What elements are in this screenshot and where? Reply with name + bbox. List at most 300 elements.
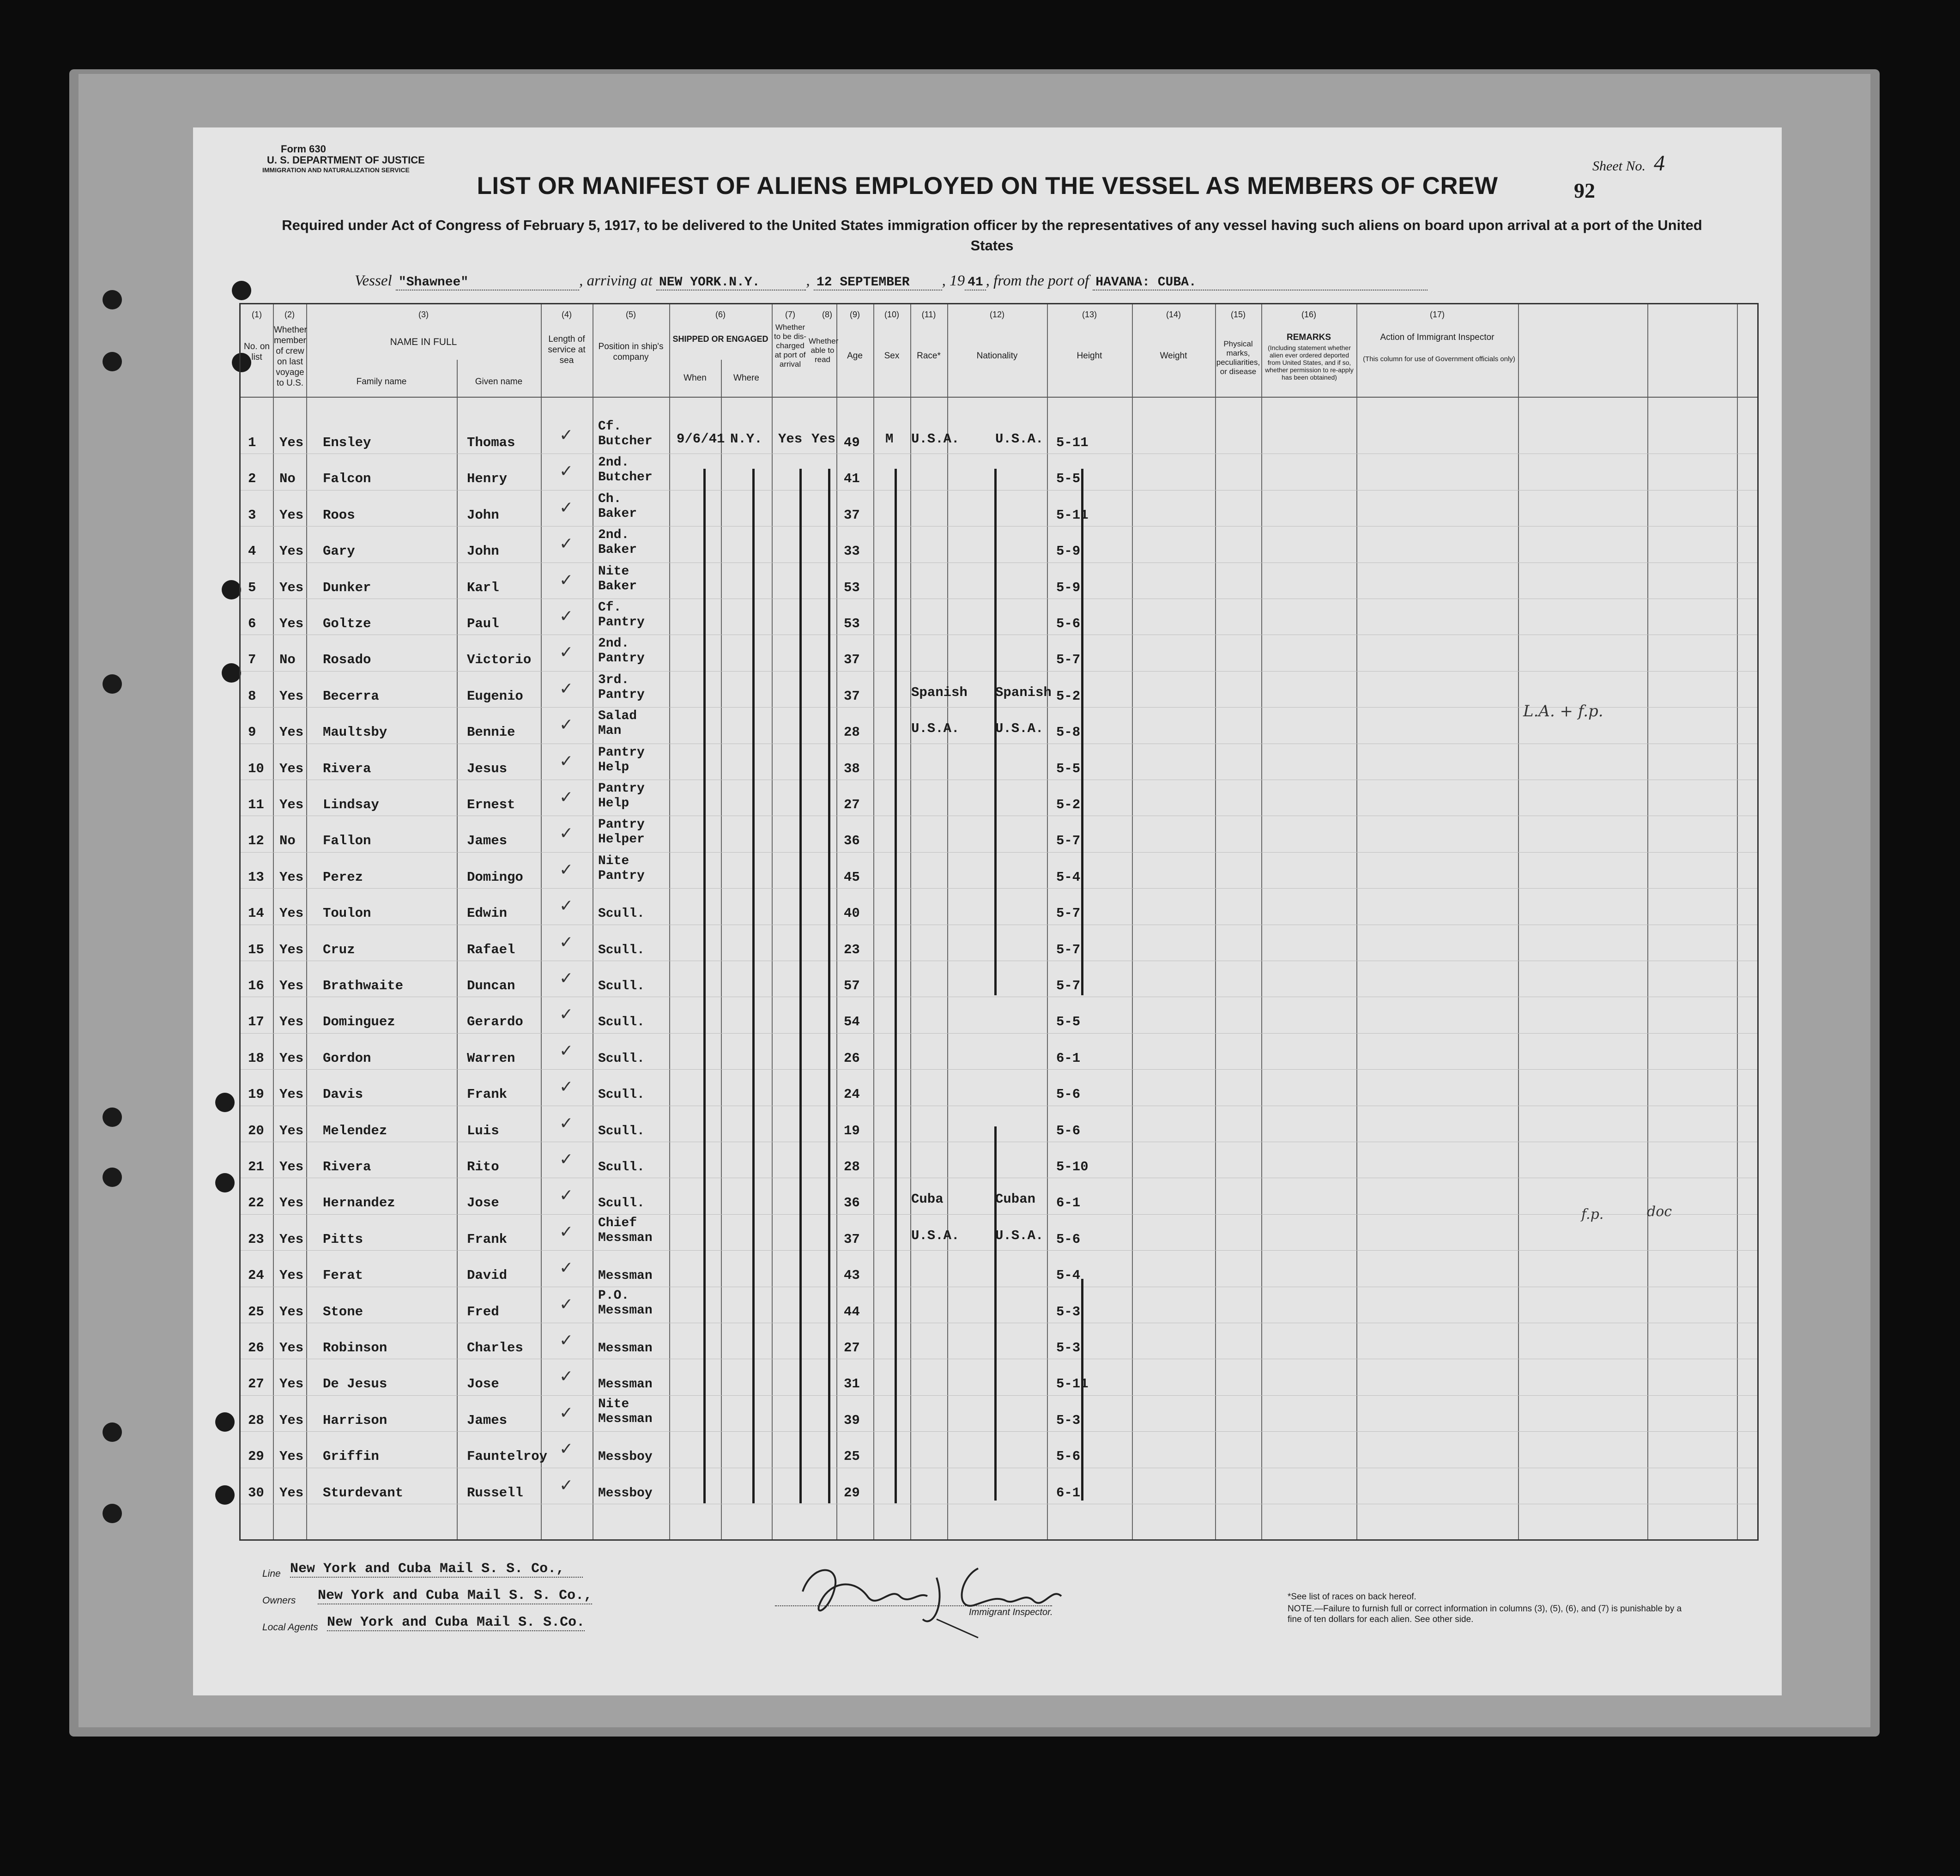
binder-hole — [103, 1422, 122, 1442]
height-cell: 5-6 — [1056, 616, 1081, 631]
list-number: 30 — [248, 1485, 264, 1501]
page-number: 92 — [1574, 179, 1595, 202]
height-cell: 5-5 — [1056, 471, 1081, 487]
position-cell: Scull. — [598, 943, 645, 957]
given-name-cell: Fauntelroy — [467, 1449, 548, 1464]
remark-row-8: L.A. + f.p. — [1523, 702, 1603, 720]
age-cell: 36 — [844, 833, 860, 849]
table-row — [241, 961, 1757, 997]
given-name-cell: Jose — [467, 1195, 499, 1211]
last-voyage-cell: Yes — [279, 725, 304, 740]
family-name-cell: Davis — [323, 1087, 363, 1102]
family-name-cell: Fallon — [323, 833, 371, 849]
list-number: 19 — [248, 1087, 264, 1102]
shipped-where-cell: N.Y. — [730, 431, 762, 447]
age-cell: 25 — [844, 1449, 860, 1464]
colnum-14: (14) — [1166, 310, 1181, 319]
able-to-read-cell: Yes — [811, 431, 836, 447]
shipped-when-cell: 9/6/41 — [677, 431, 725, 447]
given-name-cell: Rafael — [467, 942, 515, 957]
age-cell: 39 — [844, 1412, 860, 1428]
service-checkmark: ✓ — [559, 1005, 574, 1024]
hdr-action-sub: (This column for use of Government officials only) — [1363, 355, 1515, 363]
height-cell: 5-10 — [1056, 1159, 1089, 1174]
race-cell: Cuba — [911, 1192, 944, 1207]
hdr-when: When — [684, 373, 707, 383]
position-cell: Pantry Help — [598, 781, 645, 811]
table-row — [241, 454, 1757, 490]
last-voyage-cell: Yes — [279, 544, 304, 559]
family-name-cell: Rivera — [323, 761, 371, 776]
age-cell: 37 — [844, 688, 860, 704]
race-cell: U.S.A. — [911, 1228, 960, 1243]
family-name-cell: Lindsay — [323, 797, 379, 812]
position-cell: Scull. — [598, 1196, 645, 1211]
age-cell: 37 — [844, 507, 860, 523]
position-cell: 3rd. Pantry — [598, 672, 645, 702]
last-voyage-cell: Yes — [279, 1159, 304, 1174]
height-cell: 5-7 — [1056, 833, 1081, 849]
list-number: 4 — [248, 544, 256, 559]
age-cell: 28 — [844, 1159, 860, 1174]
hdr-race: Race* — [917, 351, 941, 361]
list-number: 14 — [248, 906, 264, 921]
list-number: 20 — [248, 1123, 264, 1138]
height-cell: 5-9 — [1056, 544, 1081, 559]
position-cell: Pantry Helper — [598, 817, 645, 847]
service-checkmark: ✓ — [559, 1367, 574, 1386]
height-cell: 5-6 — [1056, 1231, 1081, 1247]
ditto-mark — [703, 469, 706, 1503]
table-row — [241, 888, 1757, 924]
service-checkmark: ✓ — [559, 1041, 574, 1060]
position-cell: Messboy — [598, 1450, 653, 1464]
age-cell: 38 — [844, 761, 860, 776]
age-cell: 57 — [844, 978, 860, 993]
form-number: Form 630 — [281, 143, 326, 155]
hdr-height: Height — [1077, 351, 1102, 361]
height-cell: 5-4 — [1056, 869, 1081, 885]
colnum-8: (8) — [822, 310, 832, 319]
nationality-cell: U.S.A. — [995, 431, 1044, 447]
age-cell: 31 — [844, 1376, 860, 1392]
table-row — [241, 1178, 1757, 1214]
hdr-last-voyage: Whether member of crew on last voyage to U.S. — [274, 325, 307, 388]
binder-hole — [103, 290, 122, 309]
age-cell: 26 — [844, 1050, 860, 1066]
height-cell: 5-7 — [1056, 906, 1081, 921]
last-voyage-cell: Yes — [279, 1050, 304, 1066]
given-name-cell: Frank — [467, 1087, 508, 1102]
given-name-cell: James — [467, 1412, 508, 1428]
hdr-where: Where — [733, 373, 759, 383]
service: IMMIGRATION AND NATURALIZATION SERVICE — [262, 166, 410, 174]
age-cell: 49 — [844, 435, 860, 450]
statutory-subtitle: Required under Act of Congress of February 5, 1917, to be delivered to the United States immigration officer by the representatives of any vessel having such aliens on board upon arrival at a port of the United States — [282, 217, 1702, 254]
table-row — [241, 1214, 1757, 1250]
height-cell: 5-6 — [1056, 1123, 1081, 1138]
age-cell: 37 — [844, 652, 860, 668]
last-voyage-cell: Yes — [279, 761, 304, 776]
table-row — [241, 563, 1757, 599]
last-voyage-cell: Yes — [279, 1268, 304, 1283]
given-name-cell: Victorio — [467, 652, 532, 668]
table-row — [241, 1033, 1757, 1069]
hdr-remarks: REMARKS — [1286, 333, 1331, 342]
last-voyage-cell: Yes — [279, 580, 304, 595]
last-voyage-cell: Yes — [279, 1376, 304, 1392]
last-voyage-cell: Yes — [279, 1412, 304, 1428]
arriving-label: arriving at — [587, 272, 653, 289]
given-name-cell: Luis — [467, 1123, 499, 1138]
family-name-cell: Goltze — [323, 616, 371, 631]
height-cell: 5-7 — [1056, 652, 1081, 668]
table-row — [241, 1359, 1757, 1395]
given-name-cell: Henry — [467, 471, 508, 487]
hdr-physical-marks: Physical marks, peculiarities, or disease — [1216, 339, 1260, 376]
hdr-no-on-list: No. on list — [244, 342, 270, 362]
position-cell: Salad Man — [598, 709, 637, 738]
departure-port: HAVANA: CUBA. — [1093, 275, 1427, 290]
family-name-cell: Sturdevant — [323, 1485, 404, 1501]
hdr-sex: Sex — [884, 351, 900, 361]
colnum-3: (3) — [418, 310, 429, 319]
given-name-cell: Ernest — [467, 797, 515, 812]
family-name-cell: Pitts — [323, 1231, 363, 1247]
table-row — [241, 780, 1757, 816]
given-name-cell: Bennie — [467, 725, 515, 740]
family-name-cell: Brathwaite — [323, 978, 404, 993]
height-cell: 5-5 — [1056, 1014, 1081, 1030]
height-cell: 5-6 — [1056, 1449, 1081, 1464]
family-name-cell: Becerra — [323, 688, 379, 704]
position-cell: 2nd. Butcher — [598, 455, 653, 485]
given-name-cell: Karl — [467, 580, 499, 595]
table-row — [241, 1250, 1757, 1286]
colnum-4: (4) — [562, 310, 572, 319]
remark-row-22-b: doc — [1647, 1204, 1672, 1220]
last-voyage-cell: Yes — [279, 1123, 304, 1138]
service-checkmark: ✓ — [559, 1440, 574, 1459]
age-cell: 23 — [844, 942, 860, 957]
manifest-title: LIST OR MANIFEST OF ALIENS EMPLOYED ON THE VESSEL AS MEMBERS OF CREW — [477, 172, 1498, 200]
height-cell: 5-8 — [1056, 725, 1081, 740]
ditto-mark — [1081, 469, 1083, 995]
height-cell: 5-9 — [1056, 580, 1081, 595]
arrival-year: 41 — [965, 275, 986, 290]
given-name-cell: Jose — [467, 1376, 499, 1392]
table-row — [241, 1323, 1757, 1359]
table-row — [241, 418, 1757, 454]
service-checkmark: ✓ — [559, 570, 574, 590]
age-cell: 41 — [844, 471, 860, 487]
last-voyage-cell: Yes — [279, 1485, 304, 1501]
colnum-11: (11) — [921, 310, 936, 319]
list-number: 10 — [248, 761, 264, 776]
list-number: 13 — [248, 869, 264, 885]
last-voyage-cell: No — [279, 652, 296, 668]
position-cell: 2nd. Baker — [598, 528, 637, 557]
table-row — [241, 997, 1757, 1033]
discharged-cell: Yes — [778, 431, 803, 447]
table-row — [241, 1431, 1757, 1467]
position-cell: Ch. Baker — [598, 491, 637, 521]
ditto-mark — [828, 469, 830, 1503]
position-cell: Scull. — [598, 979, 645, 993]
family-name-cell: Gary — [323, 544, 355, 559]
given-name-cell: Fred — [467, 1304, 499, 1319]
sheet-number — [1592, 151, 1665, 176]
inspector-signature — [784, 1550, 1107, 1642]
sheet-label: Sheet No. — [1592, 158, 1645, 174]
sex-cell: M — [885, 431, 894, 447]
family-name-cell: Hernandez — [323, 1195, 395, 1211]
given-name-cell: Rito — [467, 1159, 499, 1174]
hdr-position: Position in ship's company — [598, 342, 664, 362]
family-name-cell: Gordon — [323, 1050, 371, 1066]
service-checkmark: ✓ — [559, 788, 574, 807]
height-cell: 5-3 — [1056, 1412, 1081, 1428]
ditto-mark — [752, 469, 755, 1503]
table-row — [241, 526, 1757, 562]
given-name-cell: John — [467, 507, 499, 523]
service-checkmark: ✓ — [559, 1331, 574, 1350]
hdr-nationality: Nationality — [976, 351, 1018, 361]
hdr-family-name: Family name — [356, 377, 407, 387]
list-number: 23 — [248, 1231, 264, 1247]
position-cell: Messboy — [598, 1486, 653, 1501]
nationality-cell: U.S.A. — [995, 721, 1044, 737]
family-name-cell: Roos — [323, 507, 355, 523]
height-cell: 5-11 — [1056, 507, 1089, 523]
table-row — [241, 1287, 1757, 1323]
crew-table — [239, 303, 1759, 1541]
family-name-cell: De Jesus — [323, 1376, 387, 1392]
service-checkmark: ✓ — [559, 1077, 574, 1097]
penalty-note: NOTE.—Failure to furnish full or correct information in columns (3), (5), (6), and (7) is punishable by a fine of ten dollars for each alien. See other side. — [1288, 1604, 1682, 1624]
colnum-17: (17) — [1429, 310, 1445, 319]
form-punch-hole — [222, 580, 241, 599]
given-name-cell: Warren — [467, 1050, 515, 1066]
last-voyage-cell: Yes — [279, 435, 304, 450]
list-number: 29 — [248, 1449, 264, 1464]
colnum-13: (13) — [1082, 310, 1097, 319]
height-cell: 5-11 — [1056, 1376, 1089, 1392]
arrival-date: 12 SEPTEMBER — [814, 275, 942, 290]
race-cell: U.S.A. — [911, 431, 960, 447]
list-number: 24 — [248, 1268, 264, 1283]
last-voyage-cell: Yes — [279, 1014, 304, 1030]
owners-label: Owners — [262, 1595, 296, 1606]
service-checkmark: ✓ — [559, 1476, 574, 1495]
given-name-cell: Gerardo — [467, 1014, 523, 1030]
list-number: 16 — [248, 978, 264, 993]
service-checkmark: ✓ — [559, 896, 574, 916]
last-voyage-cell: Yes — [279, 869, 304, 885]
given-name-cell: Charles — [467, 1340, 523, 1356]
age-cell: 53 — [844, 580, 860, 595]
position-cell: Messman — [598, 1269, 653, 1283]
last-voyage-cell: Yes — [279, 507, 304, 523]
form-punch-hole — [222, 663, 241, 683]
age-cell: 37 — [844, 1231, 860, 1247]
list-number: 26 — [248, 1340, 264, 1356]
age-cell: 27 — [844, 1340, 860, 1356]
colnum-2: (2) — [284, 310, 295, 319]
family-name-cell: Robinson — [323, 1340, 387, 1356]
hdr-remarks-sub: (Including statement whether alien ever ordered deported from United States, and if so, whether permission to re-apply has been obtained) — [1265, 344, 1354, 381]
service-checkmark: ✓ — [559, 1150, 574, 1169]
height-cell: 6-1 — [1056, 1195, 1081, 1211]
last-voyage-cell: Yes — [279, 616, 304, 631]
hdr-able-to-read: Whether able to read — [809, 337, 839, 364]
service-checkmark: ✓ — [559, 426, 574, 445]
form-punch-hole — [215, 1412, 235, 1432]
table-row — [241, 1069, 1757, 1105]
hdr-length-service: Length of service at sea — [548, 334, 586, 365]
last-voyage-cell: Yes — [279, 1449, 304, 1464]
position-cell: Scull. — [598, 907, 645, 921]
service-checkmark: ✓ — [559, 1186, 574, 1205]
age-cell: 54 — [844, 1014, 860, 1030]
form-punch-hole — [215, 1173, 235, 1192]
given-name-cell: Russell — [467, 1485, 523, 1501]
position-cell: Cf. Butcher — [598, 419, 653, 448]
last-voyage-cell: Yes — [279, 942, 304, 957]
colnum-6: (6) — [715, 310, 726, 319]
list-number: 17 — [248, 1014, 264, 1030]
ditto-mark — [895, 469, 897, 1503]
list-number: 2 — [248, 471, 256, 487]
races-note: *See list of races on back hereof. — [1288, 1592, 1416, 1602]
colnum-10: (10) — [884, 310, 899, 319]
last-voyage-cell: Yes — [279, 1340, 304, 1356]
table-row — [241, 816, 1757, 852]
agents-value: New York and Cuba Mail S. S.Co. — [327, 1615, 585, 1630]
table-row — [241, 635, 1757, 671]
last-voyage-cell: Yes — [279, 1195, 304, 1211]
service-checkmark: ✓ — [559, 679, 574, 698]
last-voyage-cell: Yes — [279, 978, 304, 993]
given-name-cell: Jesus — [467, 761, 508, 776]
table-row — [241, 852, 1757, 888]
list-number: 12 — [248, 833, 264, 849]
given-name-cell: Eugenio — [467, 688, 523, 704]
family-name-cell: Rosado — [323, 652, 371, 668]
height-cell: 5-2 — [1056, 797, 1081, 812]
position-cell: Cf. Pantry — [598, 600, 645, 629]
service-checkmark: ✓ — [559, 751, 574, 771]
age-cell: 33 — [844, 544, 860, 559]
family-name-cell: Perez — [323, 869, 363, 885]
ditto-mark — [994, 1279, 997, 1501]
hdr-given-name: Given name — [475, 377, 523, 387]
list-number: 11 — [248, 797, 264, 812]
family-name-cell: Griffin — [323, 1449, 379, 1464]
given-name-cell: Domingo — [467, 869, 523, 885]
last-voyage-cell: Yes — [279, 1231, 304, 1247]
height-cell: 5-3 — [1056, 1304, 1081, 1319]
position-cell: Messman — [598, 1377, 653, 1392]
age-cell: 27 — [844, 797, 860, 812]
line-value: New York and Cuba Mail S. S. Co., — [290, 1561, 583, 1578]
last-voyage-cell: No — [279, 471, 296, 487]
family-name-cell: Falcon — [323, 471, 371, 487]
family-name-cell: Ensley — [323, 435, 371, 450]
colnum-16: (16) — [1301, 310, 1316, 319]
service-checkmark: ✓ — [559, 1403, 574, 1422]
from-label: from the port of — [993, 272, 1089, 289]
form-punch-hole — [215, 1093, 235, 1112]
age-cell: 36 — [844, 1195, 860, 1211]
table-row — [241, 490, 1757, 526]
colnum-5: (5) — [626, 310, 636, 319]
list-number: 6 — [248, 616, 256, 631]
given-name-cell: James — [467, 833, 508, 849]
age-cell: 43 — [844, 1268, 860, 1283]
family-name-cell: Melendez — [323, 1123, 387, 1138]
table-row — [241, 1395, 1757, 1431]
service-checkmark: ✓ — [559, 643, 574, 662]
position-cell: Messman — [598, 1341, 653, 1356]
height-cell: 5-4 — [1056, 1268, 1081, 1283]
position-cell: Scull. — [598, 1160, 645, 1174]
family-name-cell: Dominguez — [323, 1014, 395, 1030]
height-cell: 5-7 — [1056, 942, 1081, 957]
colnum-15: (15) — [1230, 310, 1246, 319]
binder-hole — [103, 352, 122, 371]
position-cell: Scull. — [598, 1051, 645, 1066]
list-number: 5 — [248, 580, 256, 595]
age-cell: 44 — [844, 1304, 860, 1319]
nationality-cell: Cuban — [995, 1192, 1036, 1207]
list-number: 9 — [248, 725, 256, 740]
binder-hole — [103, 1168, 122, 1187]
service-checkmark: ✓ — [559, 969, 574, 988]
age-cell: 28 — [844, 725, 860, 740]
form-punch-hole — [215, 1485, 235, 1505]
list-number: 3 — [248, 507, 256, 523]
given-name-cell: Paul — [467, 616, 499, 631]
table-row — [241, 925, 1757, 961]
family-name-cell: Maultsby — [323, 725, 387, 740]
year-prefix: 19 — [950, 272, 965, 289]
table-row — [241, 1106, 1757, 1142]
binder-hole — [103, 674, 122, 694]
ditto-mark — [799, 469, 802, 1503]
list-number: 15 — [248, 942, 264, 957]
family-name-cell: Toulon — [323, 906, 371, 921]
age-cell: 19 — [844, 1123, 860, 1138]
service-checkmark: ✓ — [559, 1222, 574, 1241]
height-cell: 5-11 — [1056, 435, 1089, 450]
family-name-cell: Dunker — [323, 580, 371, 595]
form-punch-hole — [232, 281, 251, 300]
height-cell: 5-3 — [1056, 1340, 1081, 1356]
family-name-cell: Stone — [323, 1304, 363, 1319]
position-cell: Scull. — [598, 1124, 645, 1138]
list-number: 27 — [248, 1376, 264, 1392]
given-name-cell: Frank — [467, 1231, 508, 1247]
table-row — [241, 1142, 1757, 1178]
last-voyage-cell: No — [279, 833, 296, 849]
hdr-discharged: Whether to be dis-charged at port of arrival — [774, 323, 806, 369]
vessel-name: "Shawnee" — [396, 275, 579, 290]
service-checkmark: ✓ — [559, 462, 574, 481]
nationality-cell: U.S.A. — [995, 1228, 1044, 1243]
position-cell: Nite Pantry — [598, 853, 645, 883]
colnum-7: (7) — [785, 310, 795, 319]
